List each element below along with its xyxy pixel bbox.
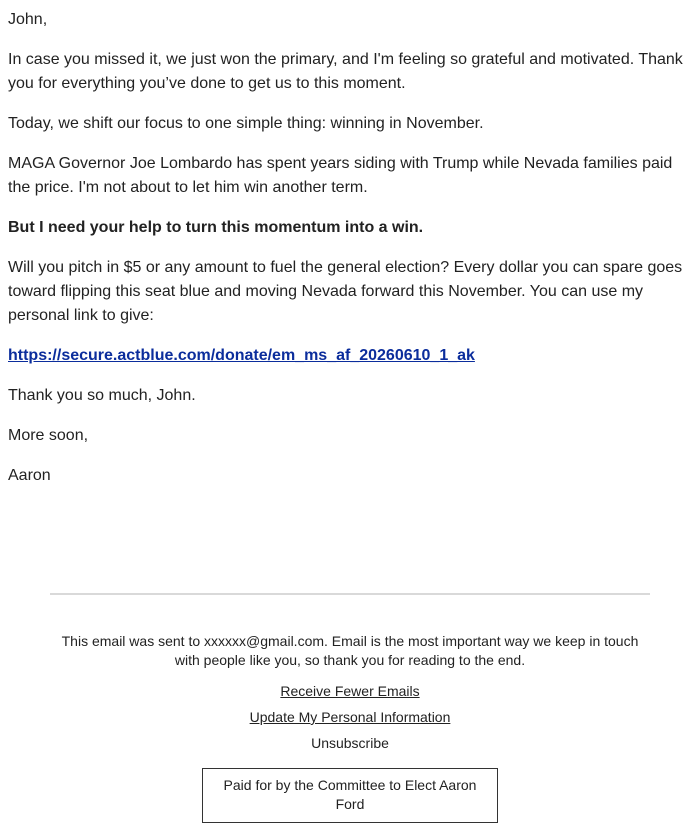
footer-divider	[50, 593, 650, 595]
paid-for-disclaimer: Paid for by the Committee to Elect Aaron Ford	[202, 768, 498, 823]
signature: Aaron	[8, 467, 51, 484]
greeting: John,	[8, 11, 48, 28]
footer	[50, 632, 650, 823]
donate-link[interactable]: https://secure.actblue.com/donate/em_ms_af_20260610_1_ak	[8, 347, 475, 364]
thanks-line: Thank you so much, John.	[8, 387, 196, 404]
paragraph-lombardo: MAGA Governor Joe Lombardo has spent years siding with Trump while Nevada families paid the price. I'm not about to let him win another term.	[8, 155, 673, 196]
paragraph-ask: Will you pitch in $5 or any amount to fuel the general election? Every dollar you can spare goes toward flipping this seat blue and moving Nevada forward this November. You can use my personal link to give:	[8, 259, 683, 324]
footer-notice: This email was sent to xxxxxx@gmail.com. Email is the most important way we keep in touch with people like you, so thank you for reading to the end.	[61, 633, 639, 668]
receive-fewer-emails-link[interactable]: Receive Fewer Emails	[280, 683, 420, 699]
paragraph-november-focus: Today, we shift our focus to one simple thing: winning in November.	[8, 115, 484, 132]
email-body	[8, 8, 692, 504]
donate-link-row	[8, 344, 692, 368]
closing-line: More soon,	[8, 427, 89, 444]
unsubscribe-link[interactable]: Unsubscribe	[311, 735, 389, 751]
update-info-link[interactable]: Update My Personal Information	[249, 709, 451, 725]
paragraph-primary-win: In case you missed it, we just won the primary, and I'm feeling so grateful and motivated. Thank you for everything you’ve done to get us to this moment.	[8, 51, 683, 92]
bold-callout: But I need your help to turn this momentum into a win.	[8, 219, 424, 236]
